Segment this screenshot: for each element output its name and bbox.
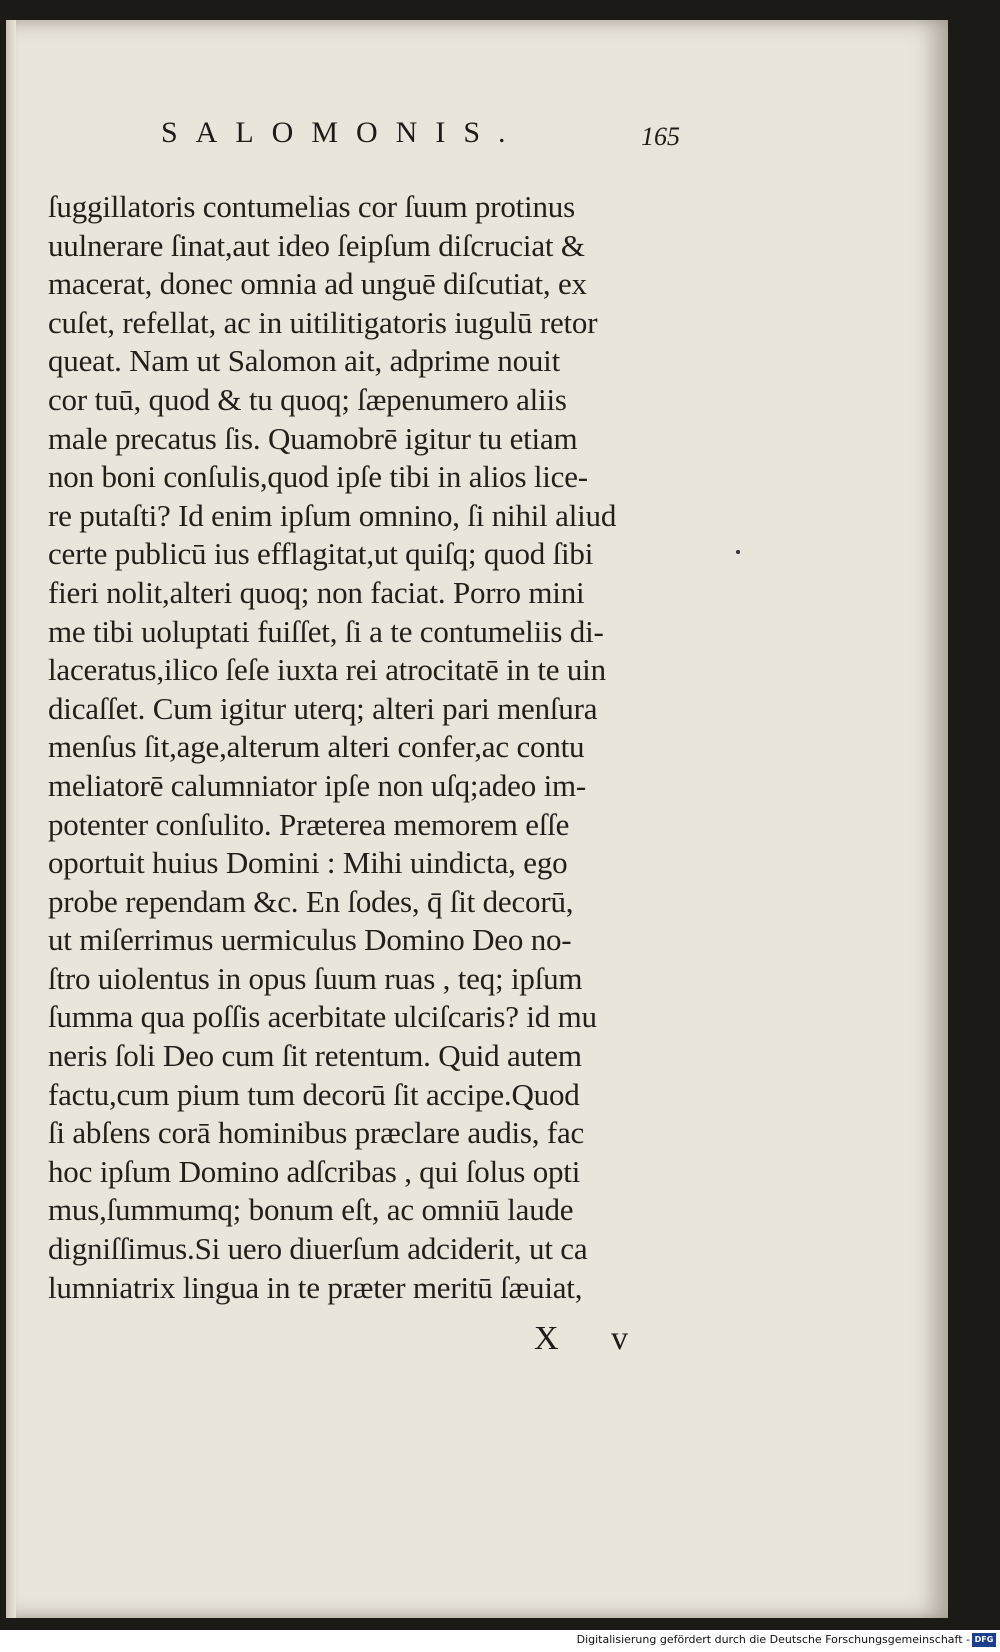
text-line: non boni conſulis,quod ipſe tibi in alios lice- <box>48 459 588 495</box>
text-line: cuſet, refellat, ac in uitilitigatoris iugulū retor <box>48 304 598 340</box>
text-line: certe publicū ius efflagitat,ut quiſq; quod ſibi <box>48 536 594 572</box>
footer-credit: Digitalisierung gefördert durch die Deutsche Forschungsgemeinschaft - <box>576 1633 970 1646</box>
signature-mark: X v <box>534 1320 651 1357</box>
text-line: ſumma qua poſſis acerbitate ulciſcaris? id mu <box>48 999 597 1035</box>
text-line: menſus ſit,age,alterum alteri confer,ac contu <box>48 729 585 765</box>
text-line: male precatus ſis. Quamobrē igitur tu etiam <box>48 420 578 456</box>
dfg-logo-icon: DFG <box>972 1633 996 1647</box>
text-line: potenter conſulito. Præterea memorem eſſe <box>48 806 570 842</box>
text-line: queat. Nam ut Salomon ait, adprime nouit <box>48 343 561 379</box>
text-line: laceratus,ilico ſeſe iuxta rei atrocitatē in te uin <box>48 652 606 688</box>
text-line: macerat, donec omnia ad unguē diſcutiat, ex <box>48 266 587 302</box>
text-line: lumniatrix lingua in te præter meritū ſæuiat, <box>48 1269 583 1305</box>
text-line: ut miſerrimus uermiculus Domino Deo no- <box>48 922 572 958</box>
text-line: re putaſti? Id enim ipſum omnino, ſi nihil aliud <box>48 497 617 533</box>
text-line: neris ſoli Deo cum ſit retentum. Quid autem <box>48 1038 582 1074</box>
text-line: factu,cum pium tum decorū ſit accipe.Quod <box>48 1076 580 1112</box>
running-title: SALOMONIS. <box>161 116 524 149</box>
page-number: 165 <box>641 122 680 151</box>
text-line: ſi abſens corā hominibus præclare audis, fac <box>48 1115 585 1151</box>
text-line: meliatorē calumniator ipſe non uſq;adeo im- <box>48 767 587 803</box>
margin-dot <box>736 550 740 554</box>
text-line: dicaſſet. Cum igitur uterq; alteri pari menſura <box>48 690 598 726</box>
text-line: uulnerare ſinat,aut ideo ſeipſum diſcruciat & <box>48 227 585 263</box>
text-line: ſtro uiolentus in opus ſuum ruas , teq; ipſum <box>48 960 583 996</box>
text-line: me tibi uoluptati fuiſſet, ſi a te contumeliis di- <box>48 613 604 649</box>
digitization-footer <box>0 1630 1000 1652</box>
text-line: probe rependam &c. En ſodes, q̄ ſit decorū, <box>48 883 574 919</box>
text-line: fieri nolit,alteri quoq; non faciat. Porro mini <box>48 574 585 610</box>
body-text <box>48 188 738 1307</box>
text-line: cor tuū, quod & tu quoq; ſæpenumero aliis <box>48 381 567 417</box>
book-page <box>6 20 948 1618</box>
page-gutter-shadow <box>6 20 16 1618</box>
text-line: oportuit huius Domini : Mihi uindicta, ego <box>48 845 568 881</box>
text-line: digniſſimus.Si uero diuerſum adciderit, ut ca <box>48 1231 588 1267</box>
text-line: ſuggillatoris contumelias cor ſuum protinus <box>48 189 575 224</box>
text-line: mus,ſummumq; bonum eſt, ac omniū laude <box>48 1192 574 1228</box>
text-line: hoc ipſum Domino adſcribas , qui ſolus opti <box>48 1153 581 1189</box>
running-head <box>161 116 721 166</box>
